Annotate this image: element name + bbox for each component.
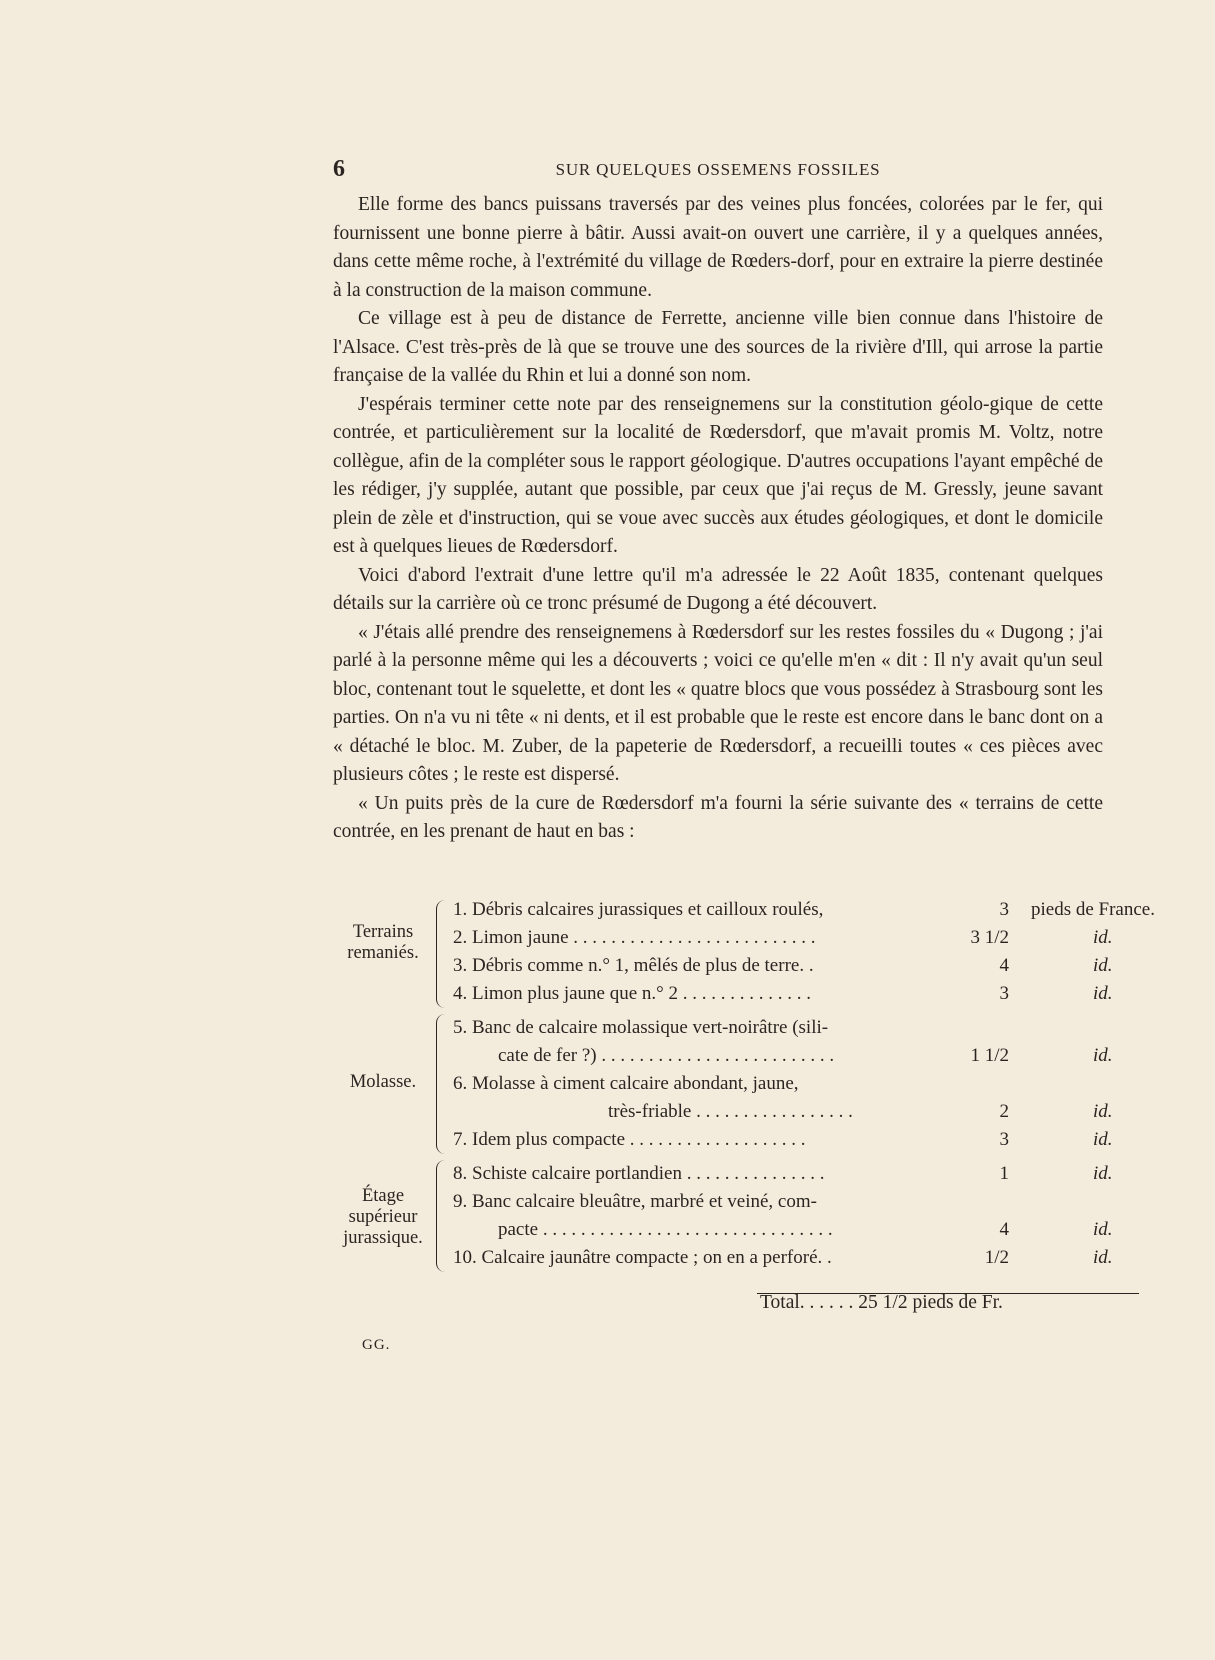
paragraph: Voici d'abord l'extrait d'une lettre qu'il m'a adressée le 22 Août 1835, contenant quelques détails sur la carrière où ce tronc présumé de Dugong a été découvert.	[333, 564, 1103, 614]
printer-signature: GG.	[362, 1337, 391, 1353]
body-text	[333, 191, 1103, 847]
group-label: Étage supérieur jurassique.	[343, 1186, 423, 1248]
book-page: 6 SUR QUELQUES OSSEMENS FOSSILES Elle forme des bancs puissans traversés par des veines plus foncées, colorées par le fer, qui fournissent une bonne pierre à bâtir. Aussi avait-on ouvert une carrière, il y a quelques années, dans cette même roche, à l'extrémité du village de Rœders-dorf, pour en extraire la pierre destinée à la construction de la maison commune. Ce village est à peu de distance de Ferrette, ancienne ville bien connue dans l'histoire de l'Alsace. C'est très-près de là que se trouve une des sources de la rivière d'Ill, qui arrose la partie française de la vallée du Rhin et lui a donné son nom. J'espérais terminer cette note par des renseignemens sur la constitution géolo-gique de cette contrée, et particulièrement sur la localité de Rœdersdorf, que m'avait promis M. Voltz, notre collègue, afin de la compléter sous le rapport géologique. D'autres occupations l'ayant empêché de les rédiger, j'y supplée, autant que possible, par ceux que j'ai reçus de M. Gressly, jeune savant plein de zèle et d'instruction, qui se voue avec succès aux études géologiques, et dont le domicile est à quelques lieues de Rœdersdorf. Voici d'abord l'extrait d'une lettre qu'il m'a adressée le 22 Août 1835, contenant quelques détails sur la carrière où ce tronc présumé de Dugong a été découvert. « J'étais allé prendre des renseignemens à Rœdersdorf sur les restes fossiles du « Dugong ; j'ai parlé à la personne même qui les a découverts ; voici ce qu'elle m'en « dit : Il n'y avait qu'un seul bloc, contenant tout le squelette, et dont les « quatre blocs que vous possédez à Strasbourg sont les parties. On n'a vu ni tête « ni dents, et il est probable que le reste est encore dans le banc dont on a « détaché le bloc. M. Zuber, de la papeterie de Rœdersdorf, a recueilli toutes « ces pièces avec plusieurs côtes ; le reste est dispersé. « Un puits près de la cure de Rœdersdorf m'a fourni la série suivante des « terrains de cette contrée, en les prenant de haut en bas : Terrains remaniés. Molasse. Étage supérieur jurassique. 1. Débris calcaires jurassiques et cailloux roulés, 3 pieds de France. 2. Limon jaune . . . . . . . . . . . . . . . . . . . . . . . . . . 3 1/2 id. 3. Débris comme n.° 1, mêlés de plus de terre. . 4 id. 4. Limon plus jaune que n.° 2 . . . . . . . . . . . . . . 3 id. 5. Banc de calcaire molassique vert-noirâtre (sili- cate de fer ?) . . . . . . . . . . . . . . . . . . . . . . . . . 1 1/2 id. 6. Molasse à ciment calcaire abondant, jaune, très-friable . . . . . . . . . . . . . . . . . 2 id. 7. Idem plus compacte . . . . . . . . . . . . . . . . . . . 3 id. 8. Schiste calcaire portlandien . . . . . . . . . . . . . . . 1 id. 9. Banc calcaire bleuâtre, marbré et veiné, com- pacte . . . . . . . . . . . . . . . . . . . . . . . . . . . . . . . 4 id. 10. Calcaire jaunâtre compacte ; on en a perforé. . 1/2 id. Total. . . . . . 25 1/2 pieds de Fr. GG.	[333, 156, 1155, 1353]
quoted-paragraph: « J'étais allé prendre des renseignemens à Rœdersdorf sur les restes fossiles du « Dugong ; j'ai parlé à la personne même qui les a découverts ; voici ce qu'elle m'en « dit : Il n'y avait qu'un seul bloc, contenant tout le squelette, et dont les « quatre blocs que vous possédez à Strasbourg sont les parties. On n'a vu ni tête « ni dents, et il est probable que le reste est encore dans le banc dont on a « détaché le bloc. M. Zuber, de la papeterie de Rœdersdorf, a recueilli toutes « ces pièces avec plusieurs côtes ; le reste est dispersé.	[333, 621, 1103, 785]
paragraph: J'espérais terminer cette note par des renseignemens sur la constitution géolo-gique de cette contrée, et particulièrement sur la localité de Rœdersdorf, que m'avait promis M. Voltz, notre collègue, afin de la compléter sous le rapport géologique. D'autres occupations l'ayant empêché de les rédiger, j'y supplée, autant que possible, par ceux que j'ai reçus de M. Gressly, jeune savant plein de zèle et d'instruction, qui se voue avec succès aux études géologiques, et dont le domicile est à quelques lieues de Rœdersdorf.	[333, 393, 1103, 557]
table-total: Total. . . . . . 25 1/2 pieds de Fr.	[760, 1292, 1003, 1313]
running-title: SUR QUELQUES OSSEMENS FOSSILES	[555, 160, 881, 179]
paragraph: Elle forme des bancs puissans traversés par des veines plus foncées, colorées par le fer, qui fournissent une bonne pierre à bâtir. Aussi avait-on ouvert une carrière, il y a quelques années, dans cette même roche, à l'extrémité du village de Rœders-dorf, pour en extraire la pierre destinée à la construction de la maison commune.	[333, 194, 1103, 301]
page-header	[333, 158, 1103, 182]
group-label: Molasse.	[349, 1072, 417, 1092]
brace	[436, 900, 445, 1008]
page-number: 6	[333, 156, 345, 182]
brace	[436, 1014, 445, 1154]
brace	[436, 1160, 445, 1272]
group-label: Terrains remaniés.	[347, 922, 419, 963]
quoted-paragraph: « Un puits près de la cure de Rœdersdorf m'a fourni la série suivante des « terrains de cette contrée, en les prenant de haut en bas :	[333, 792, 1103, 842]
paragraph: Ce village est à peu de distance de Ferrette, ancienne ville bien connue dans l'histoire de l'Alsace. C'est très-près de là que se trouve une des sources de la rivière d'Ill, qui arrose la partie française de la vallée du Rhin et lui a donné son nom.	[333, 308, 1103, 386]
